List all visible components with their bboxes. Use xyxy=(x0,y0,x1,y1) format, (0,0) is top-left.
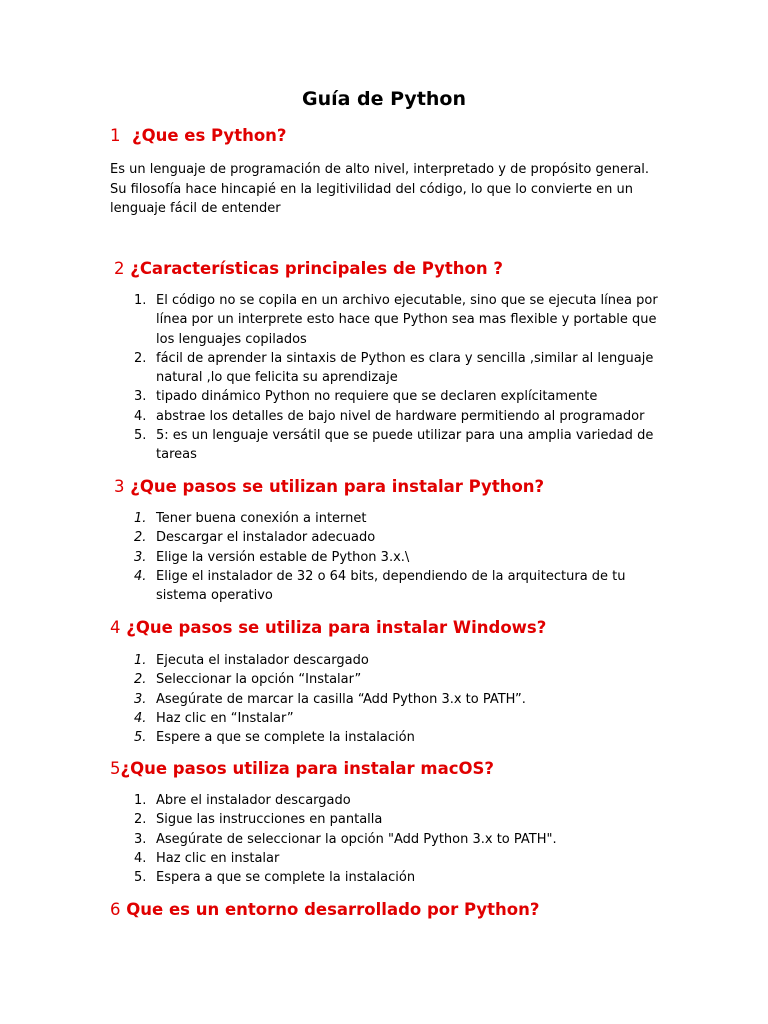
list-marker: 4. xyxy=(134,408,147,424)
section-2-list xyxy=(110,291,670,465)
section-5-heading xyxy=(110,759,494,778)
list-item-text: fácil de aprender la sintaxis de Python es clara y sencilla ,similar al lenguaje natural ,lo que felicita su aprendizaje xyxy=(156,350,654,386)
list-item-text: Haz clic en instalar xyxy=(156,850,280,866)
section-3-number: 3 xyxy=(114,477,125,496)
section-3-heading xyxy=(114,477,544,496)
section-6-title: Que es un entorno desarrollado por Python? xyxy=(126,900,540,919)
list-item-text: Espera a que se complete la instalación xyxy=(156,870,416,886)
list-item-text: Sigue las instrucciones en pantalla xyxy=(156,812,383,828)
list-item-text: tipado dinámico Python no requiere que se declaren explícitamente xyxy=(156,389,598,405)
list-marker: 3. xyxy=(134,389,147,405)
list-item xyxy=(110,690,670,709)
list-item xyxy=(110,709,670,728)
list-item xyxy=(110,670,670,689)
list-marker: 1. xyxy=(134,511,147,526)
section-4-title: ¿Que pasos se utiliza para instalar Windows? xyxy=(126,618,547,637)
section-1-title: ¿Que es Python? xyxy=(132,126,287,145)
list-item xyxy=(110,849,670,868)
list-marker: 3. xyxy=(134,691,147,707)
list-item-text: Ejecuta el instalador descargado xyxy=(156,653,369,668)
list-item-text: Haz clic en “Instalar” xyxy=(156,710,294,726)
section-4-list xyxy=(110,651,670,747)
section-2-heading xyxy=(114,259,503,278)
section-5-title: ¿Que pasos utiliza para instalar macOS? xyxy=(120,759,494,778)
list-item xyxy=(110,791,670,810)
section-4-heading xyxy=(110,618,546,637)
section-5-number: 5 xyxy=(110,759,121,778)
list-item xyxy=(110,548,670,567)
list-item-text: Abre el instalador descargado xyxy=(156,793,351,808)
list-item xyxy=(110,810,670,829)
list-item xyxy=(110,509,670,528)
section-3-title: ¿Que pasos se utilizan para instalar Python? xyxy=(130,477,545,496)
list-marker: 1. xyxy=(134,653,147,668)
list-item xyxy=(110,567,670,606)
section-6-number: 6 xyxy=(110,900,121,919)
list-item xyxy=(110,830,670,849)
list-item-text: Descargar el instalador adecuado xyxy=(156,530,376,546)
list-marker: 1. xyxy=(134,293,147,308)
list-marker: 3. xyxy=(134,549,147,565)
list-marker: 2. xyxy=(134,530,147,546)
list-item xyxy=(110,407,670,426)
document-title: Guía de Python xyxy=(301,88,467,110)
list-marker: 5. xyxy=(134,730,147,746)
list-marker: 3. xyxy=(134,831,147,847)
list-item-text: Asegúrate de marcar la casilla “Add Python 3.x to PATH”. xyxy=(156,691,526,707)
section-1-heading xyxy=(110,126,286,145)
section-2-number: 2 xyxy=(114,259,125,278)
list-marker: 2. xyxy=(134,350,147,366)
list-item xyxy=(110,528,670,547)
list-item-text: Espere a que se complete la instalación xyxy=(156,730,415,746)
list-marker: 1. xyxy=(134,793,147,808)
list-item-text: El código no se copila en un archivo ejecutable, sino que se ejecuta línea por línea por un interprete esto hace que Python sea mas flexible y portable que los lenguajes copilados xyxy=(156,293,658,347)
list-item-text: Tener buena conexión a internet xyxy=(156,511,367,526)
list-item xyxy=(110,291,670,349)
section-3-list xyxy=(110,509,670,605)
section-4-number: 4 xyxy=(110,618,121,637)
list-marker: 5. xyxy=(134,870,147,886)
list-item-text: Seleccionar la opción “Instalar” xyxy=(156,672,362,688)
section-1-paragraph: Es un lenguaje de programación de alto nivel, interpretado y de propósito general. Su filosofía hace hincapié en la legitivilidad del código, lo que lo convierte en un lenguaje fácil de entender xyxy=(110,162,650,216)
list-marker: 4. xyxy=(134,568,147,584)
list-item xyxy=(110,349,670,388)
section-1-number: 1 xyxy=(110,126,121,145)
list-item-text: Elige la versión estable de Python 3.x.\ xyxy=(156,549,410,565)
list-item xyxy=(110,387,670,406)
list-marker: 2. xyxy=(134,672,147,688)
section-2-title: ¿Características principales de Python ? xyxy=(130,259,503,278)
list-item-text: 5: es un lenguaje versátil que se puede utilizar para una amplia variedad de tareas xyxy=(156,428,654,463)
list-marker: 2. xyxy=(134,812,147,828)
list-item xyxy=(110,426,670,465)
section-6-heading xyxy=(110,900,539,919)
list-marker: 5. xyxy=(134,428,147,444)
list-item-text: Elige el instalador de 32 o 64 bits, dependiendo de la arquitectura de tu sistema operativo xyxy=(156,568,626,604)
list-item xyxy=(110,651,670,670)
list-marker: 4. xyxy=(134,850,147,866)
list-item xyxy=(110,728,670,747)
list-item-text: abstrae los detalles de bajo nivel de hardware permitiendo al programador xyxy=(156,408,645,424)
list-item-text: Asegúrate de seleccionar la opción "Add Python 3.x to PATH". xyxy=(156,831,557,847)
section-5-list xyxy=(110,791,670,887)
list-item xyxy=(110,868,670,887)
list-marker: 4. xyxy=(134,710,147,726)
